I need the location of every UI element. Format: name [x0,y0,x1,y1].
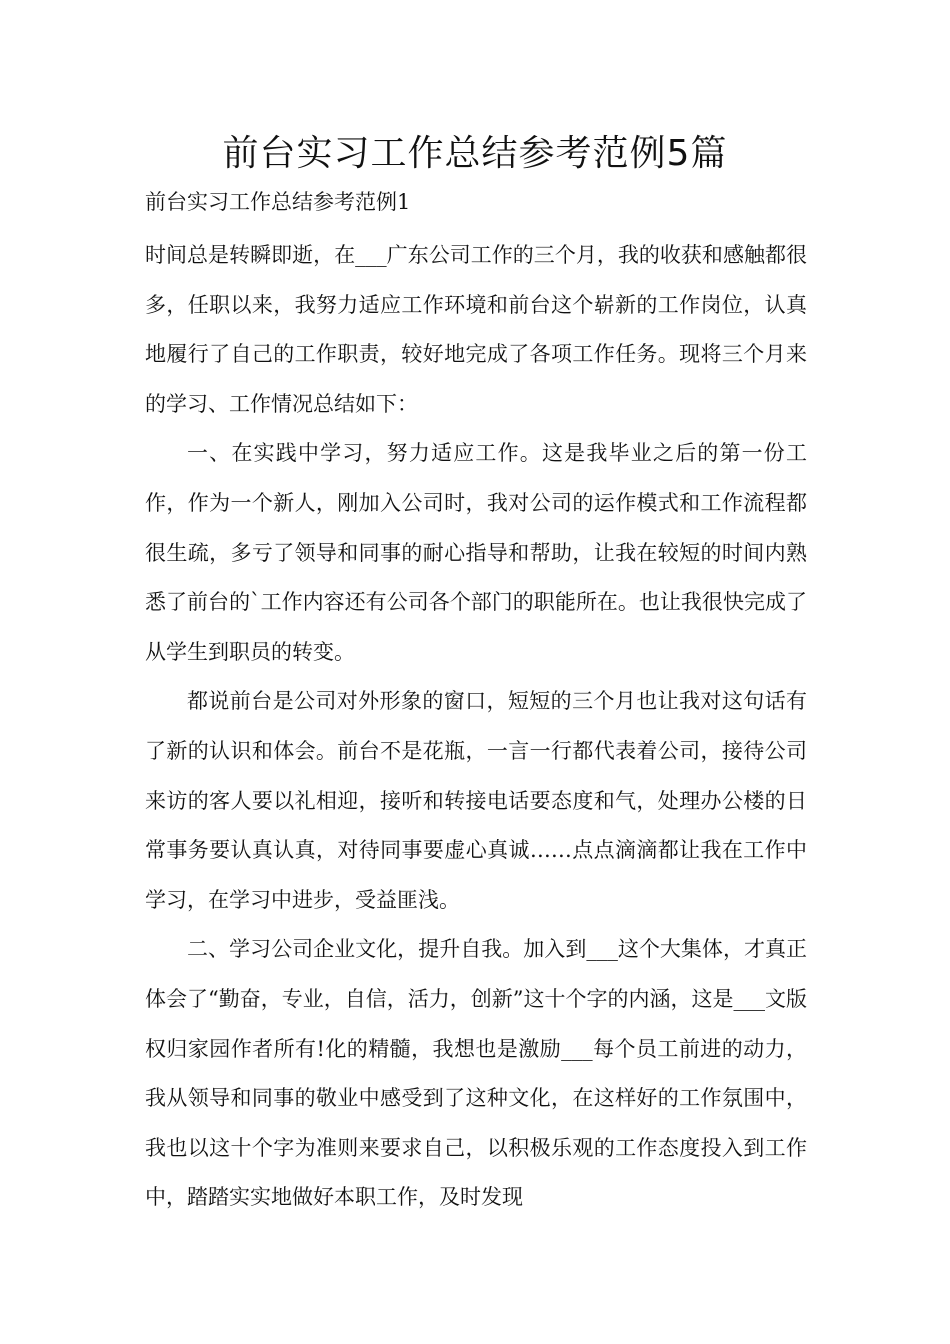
document-title: 前台实习工作总结参考范例5篇 [222,133,728,174]
section-heading: 前台实习工作总结参考范例1 [145,190,411,214]
document-body [145,231,807,1223]
paragraph-part-two: 二、学习公司企业文化，提升自我。加入到___这个大集体，才真正体会了“勤奋，专业，自信，活力，创新”这十个字的内涵，这是___文版权归家园作者所有!化的精髓，我想也是激励___每个员工前进的动力，我从领导和同事的敬业中感受到了这种文化，在这样好的工作氛围中，我也以这十个字为准则来要求自己，以积极乐观的工作态度投入到工作中，踏踏实实地做好本职工作，及时发现 [145,937,807,1210]
paragraph-part-one: 一、在实践中学习，努力适应工作。这是我毕业之后的第一份工作，作为一个新人，刚加入公司时，我对公司的运作模式和工作流程都很生疏，多亏了领导和同事的耐心指导和帮助，让我在较短的时间内熟悉了前台的`工作内容还有公司各个部门的职能所在。也让我很快完成了从学生到职员的转变。 [145,441,807,664]
paragraph-intro: 时间总是转瞬即逝，在___广东公司工作的三个月，我的收获和感触都很多，任职以来，我努力适应工作环境和前台这个崭新的工作岗位，认真地履行了自己的工作职责，较好地完成了各项工作任务。现将三个月来的学习、工作情况总结如下： [145,243,807,416]
paragraph-front-desk: 都说前台是公司对外形象的窗口，短短的三个月也让我对这句话有了新的认识和体会。前台不是花瓶，一言一行都代表着公司，接待公司来访的客人要以礼相迎，接听和转接电话要态度和气，处理办公楼的日常事务要认真认真，对待同事要虚心真诚……点点滴滴都让我在工作中学习，在学习中进步，受益匪浅。 [145,689,807,912]
